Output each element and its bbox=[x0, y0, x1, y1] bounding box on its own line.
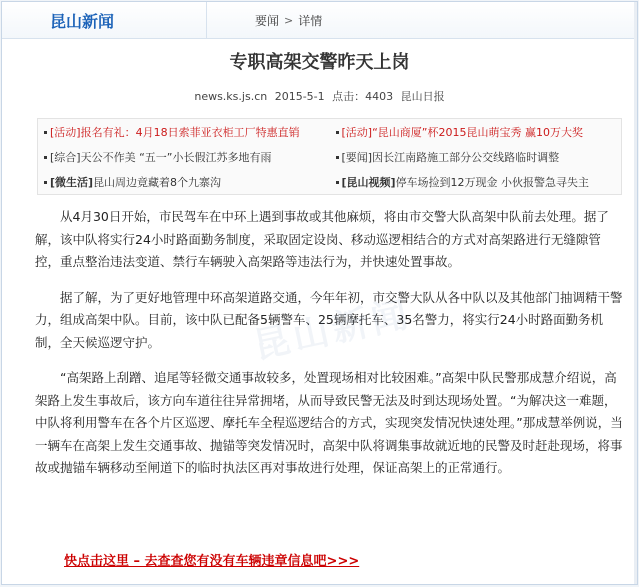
article-paragraph: 从4月30日开始，市民驾车在中环上遇到事故或其他麻烦，将由市交警大队高架中队前去处理。据了解，该中队将实行24小时路面勤务制度，采取固定设岗、移动巡逻相结合的方式对高架路进行无缝隙管控，重点整治违法变道、禁行车辆驶入高架路等违法行为，并快速处置事故。 bbox=[35, 209, 609, 269]
breadcrumb-home[interactable]: 要闻 bbox=[255, 13, 280, 28]
promo-link[interactable] bbox=[38, 124, 330, 140]
bullet-icon bbox=[44, 156, 47, 159]
article-paragraph: “高架路上刮蹭、追尾等轻微交通事故较多，处置现场相对比较困难。”高架中队民警那成慧介绍说，高架路上发生事故后，该方向车道往往异常拥堵，从而导致民警无法及时到达现场处置。“为解决这一难题，中队将利用警车在各个片区巡逻、摩托车全程巡逻结合的方式，实现突发情况快速处理。”那成慧举例说，当一辆车在高架上发生交通事故、抛锚等突发情况时，高架中队将调集事故就近地的民警及时赶赴现场，将事故或抛锚车辆移动至闸道下的临时执法区再对事故进行处理，保证高架上的正常通行。 bbox=[35, 370, 623, 475]
promo-link[interactable] bbox=[330, 149, 622, 165]
promo-link[interactable] bbox=[38, 149, 330, 165]
article-title: 专职高架交警昨天上岗 bbox=[229, 52, 410, 73]
promo-link-box bbox=[37, 118, 622, 195]
promo-text: 昆山周边竟藏着8个九寨沟 bbox=[93, 175, 222, 189]
promo-link[interactable] bbox=[330, 174, 622, 190]
bullet-icon bbox=[336, 181, 339, 184]
promo-category: [活动] bbox=[341, 125, 373, 139]
promo-text: “昆山商厦”杯2015昆山萌宝秀 赢10万大奖 bbox=[372, 125, 583, 139]
promo-category: [要闻] bbox=[341, 150, 373, 164]
promo-link[interactable] bbox=[330, 124, 622, 140]
bullet-icon bbox=[44, 181, 47, 184]
promo-row bbox=[38, 169, 621, 194]
article-publisher: 昆山日报 bbox=[400, 90, 445, 103]
breadcrumb bbox=[207, 12, 322, 29]
page bbox=[1, 1, 638, 585]
bullet-icon bbox=[336, 131, 339, 134]
promo-row bbox=[38, 119, 621, 144]
article-date: 2015-5-1 bbox=[274, 90, 325, 103]
violation-check-link[interactable]: 快点击这里 – 去查查您有没有车辆违章信息吧>>> bbox=[64, 554, 360, 569]
promo-text: 天公不作美 “五一”小长假江苏多地有雨 bbox=[80, 150, 272, 164]
watermark: 昆山新闻 bbox=[250, 293, 416, 368]
promo-category: [综合] bbox=[50, 150, 81, 164]
article-source-site: news.ks.js.cn bbox=[194, 90, 268, 103]
article-hits: 点击：4403 bbox=[332, 90, 394, 103]
site-logo[interactable]: 昆山新闻 bbox=[2, 2, 207, 38]
promo-category: [活动] bbox=[50, 125, 81, 139]
bullet-icon bbox=[336, 156, 339, 159]
bullet-icon bbox=[44, 131, 47, 134]
article-body bbox=[35, 206, 625, 493]
promo-link[interactable] bbox=[38, 174, 330, 190]
promo-row bbox=[38, 144, 621, 169]
promo-text: 因长江南路施工部分公交线路临时调整 bbox=[372, 150, 560, 164]
scroll-edge bbox=[634, 2, 637, 584]
breadcrumb-separator: > bbox=[284, 13, 294, 27]
promo-category: [昆山视频] bbox=[341, 175, 396, 189]
top-bar bbox=[2, 2, 637, 39]
article-paragraph: 据了解，为了更好地管理中环高架道路交通，今年年初，市交警大队从各中队以及其他部门抽调精干警力，组成高架中队。目前，该中队已配备5辆警车、25辆摩托车、35名警力，将实行24小时路面勤务机制，全天候巡逻守护。 bbox=[35, 289, 623, 350]
article-meta bbox=[2, 88, 637, 104]
promo-text: 停车场捡到12万现金 小伙报警急寻失主 bbox=[395, 175, 590, 189]
promo-category: [微生活] bbox=[50, 175, 94, 189]
promo-text: 报名有礼：4月18日索菲亚衣柜工厂特惠直销 bbox=[80, 125, 300, 139]
breadcrumb-current: 详情 bbox=[298, 13, 323, 28]
